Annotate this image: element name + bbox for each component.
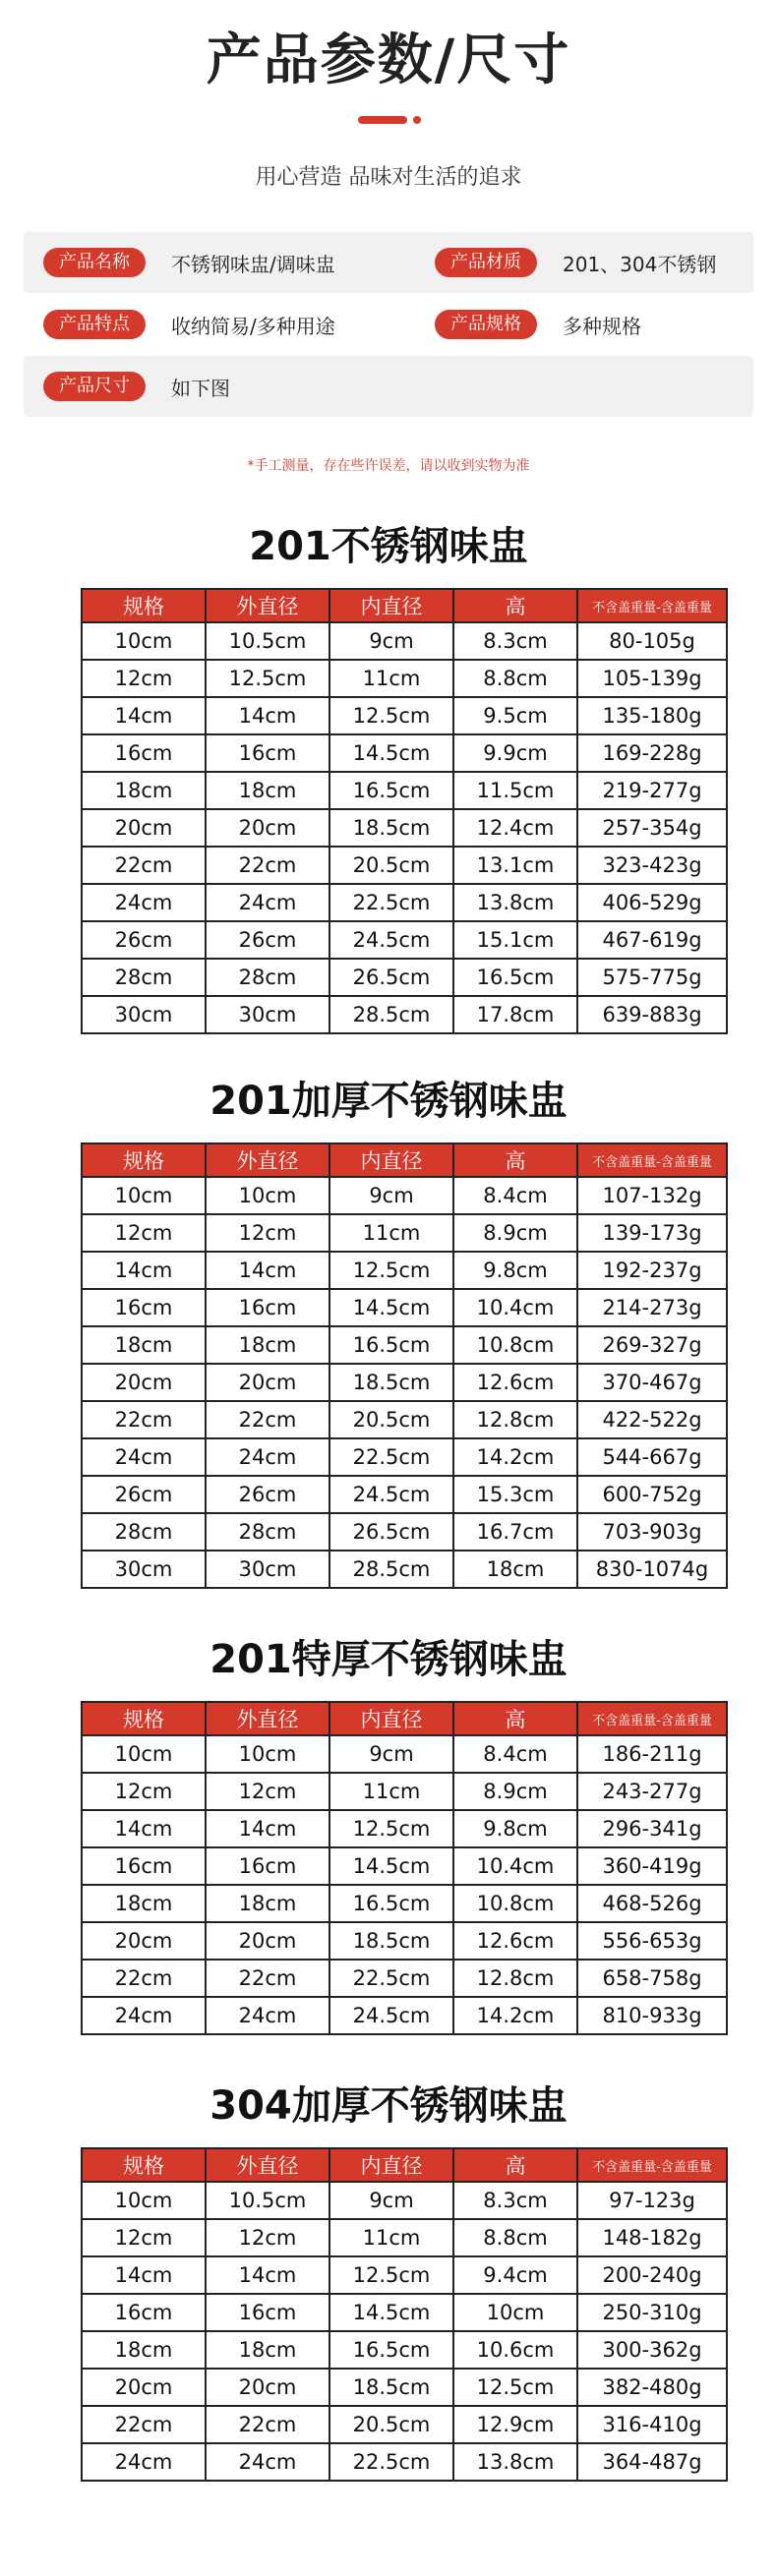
table-cell: 8.3cm (453, 622, 577, 660)
table-cell: 467-619g (577, 921, 727, 959)
table-cell: 8.9cm (453, 1214, 577, 1252)
table-cell: 15.3cm (453, 1476, 577, 1513)
table-cell: 360-419g (577, 1847, 727, 1885)
table-cell: 12.5cm (206, 660, 329, 697)
table-cell: 8.4cm (453, 1177, 577, 1214)
table-cell: 556-653g (577, 1922, 727, 1960)
table-header-cell: 外直径 (206, 2148, 329, 2182)
table-cell: 600-752g (577, 1476, 727, 1513)
table-cell: 12.5cm (453, 2369, 577, 2406)
spec-table-1 (81, 588, 728, 1034)
spec-table-2 (81, 1142, 728, 1589)
table-row (82, 1847, 727, 1885)
table-cell: 9.4cm (453, 2256, 577, 2294)
table-cell: 16cm (82, 1847, 206, 1885)
table-cell: 14cm (82, 1810, 206, 1847)
table-header-cell: 外直径 (206, 1702, 329, 1735)
decoration-bar (358, 116, 407, 124)
table-cell: 22cm (82, 847, 206, 884)
table-cell: 11cm (329, 660, 453, 697)
table-cell: 24cm (206, 1997, 329, 2034)
table-header-cell: 高 (453, 1702, 577, 1735)
table-cell: 639-883g (577, 996, 727, 1033)
table-cell: 810-933g (577, 1997, 727, 2034)
table-header-cell: 不含盖重量-含盖重量 (577, 1143, 727, 1177)
table-cell: 830-1074g (577, 1551, 727, 1588)
table-row (82, 1551, 727, 1588)
table-cell: 26cm (82, 1476, 206, 1513)
table-header-row (82, 1702, 727, 1735)
table-cell: 10.8cm (453, 1326, 577, 1364)
table-cell: 16.7cm (453, 1513, 577, 1551)
table-cell: 20.5cm (329, 2406, 453, 2443)
table-cell: 12.5cm (329, 1810, 453, 1847)
table-cell: 28cm (82, 1513, 206, 1551)
table-row (82, 772, 727, 809)
table-row (82, 622, 727, 660)
table-cell: 107-132g (577, 1177, 727, 1214)
table-cell: 12cm (82, 2219, 206, 2256)
table-cell: 9cm (329, 622, 453, 660)
table-cell: 12cm (206, 2219, 329, 2256)
table-cell: 12cm (82, 1214, 206, 1252)
table-cell: 18.5cm (329, 2369, 453, 2406)
table-cell: 14.5cm (329, 1847, 453, 1885)
table-cell: 30cm (206, 1551, 329, 1588)
page-header (0, 0, 777, 193)
table-cell: 16cm (206, 1289, 329, 1326)
table-cell: 250-310g (577, 2294, 727, 2331)
table-row (82, 996, 727, 1033)
table-cell: 9.8cm (453, 1810, 577, 1847)
section-title-3: 201特厚不锈钢味盅 (209, 1637, 568, 1682)
table-cell: 16cm (82, 734, 206, 772)
table-header-cell: 高 (453, 2148, 577, 2182)
table-cell: 24cm (82, 1438, 206, 1476)
param-feature-value: 收纳简易/多种用途 (171, 314, 335, 338)
table-header-cell: 外直径 (206, 589, 329, 622)
param-spec-value: 多种规格 (563, 314, 641, 338)
table-cell: 12cm (206, 1214, 329, 1252)
table-cell: 18.5cm (329, 1364, 453, 1401)
table-cell: 364-487g (577, 2443, 727, 2481)
table-header-row (82, 1143, 727, 1177)
table-cell: 382-480g (577, 2369, 727, 2406)
table-cell: 14.2cm (453, 1438, 577, 1476)
table-cell: 22.5cm (329, 1960, 453, 1997)
table-cell: 200-240g (577, 2256, 727, 2294)
param-material-value: 201、304不锈钢 (563, 252, 717, 276)
table-cell: 26cm (206, 921, 329, 959)
table-cell: 24cm (82, 2443, 206, 2481)
table-cell: 24.5cm (329, 921, 453, 959)
table-cell: 11.5cm (453, 772, 577, 809)
table-cell: 14.5cm (329, 734, 453, 772)
table-cell: 18cm (82, 1885, 206, 1922)
table-row (82, 921, 727, 959)
table-cell: 26cm (206, 1476, 329, 1513)
param-name-label: 产品名称 (43, 248, 146, 277)
table-header-cell: 外直径 (206, 1143, 329, 1177)
table-header-row (82, 2148, 727, 2182)
param-size-value: 如下图 (171, 376, 230, 400)
spec-table-3 (81, 1701, 728, 2035)
table-cell: 11cm (329, 1773, 453, 1810)
table-cell: 243-277g (577, 1773, 727, 1810)
table-cell: 219-277g (577, 772, 727, 809)
table-cell: 14.5cm (329, 1289, 453, 1326)
table-cell: 18cm (206, 772, 329, 809)
table-cell: 22cm (206, 1401, 329, 1438)
page-subtitle: 用心营造 品味对生活的追求 (255, 165, 522, 190)
table-row (82, 809, 727, 847)
table-cell: 16cm (206, 1847, 329, 1885)
section-title-1: 201不锈钢味盅 (249, 524, 528, 569)
table-row (82, 2219, 727, 2256)
table-cell: 20cm (206, 1922, 329, 1960)
table-cell: 18cm (206, 1326, 329, 1364)
table-cell: 105-139g (577, 660, 727, 697)
table-row (82, 1773, 727, 1810)
table-cell: 12.8cm (453, 1401, 577, 1438)
table-cell: 18cm (82, 1326, 206, 1364)
table-row (82, 2443, 727, 2481)
table-cell: 269-327g (577, 1326, 727, 1364)
table-cell: 422-522g (577, 1401, 727, 1438)
table-cell: 10cm (82, 2182, 206, 2219)
table-cell: 703-903g (577, 1513, 727, 1551)
table-cell: 22cm (82, 1401, 206, 1438)
table-cell: 14.2cm (453, 1997, 577, 2034)
table-cell: 575-775g (577, 959, 727, 996)
table-cell: 20cm (82, 1922, 206, 1960)
table-cell: 30cm (82, 1551, 206, 1588)
table-row (82, 1810, 727, 1847)
table-cell: 16.5cm (453, 959, 577, 996)
table-cell: 10cm (453, 2294, 577, 2331)
table-cell: 316-410g (577, 2406, 727, 2443)
table-cell: 544-667g (577, 1438, 727, 1476)
decoration-dot (413, 116, 421, 124)
table-cell: 10cm (206, 1735, 329, 1773)
table-cell: 18cm (453, 1551, 577, 1588)
table-cell: 14cm (206, 1252, 329, 1289)
table-row (82, 2331, 727, 2369)
table-cell: 20cm (82, 2369, 206, 2406)
table-cell: 8.8cm (453, 660, 577, 697)
table-cell: 192-237g (577, 1252, 727, 1289)
table-header-cell: 规格 (82, 1143, 206, 1177)
table-cell: 13.8cm (453, 2443, 577, 2481)
table-cell: 14cm (206, 1810, 329, 1847)
table-cell: 323-423g (577, 847, 727, 884)
table-row (82, 1513, 727, 1551)
param-row-1 (24, 232, 753, 293)
table-cell: 28cm (82, 959, 206, 996)
table-header-cell: 内直径 (329, 1143, 453, 1177)
table-cell: 22cm (82, 2406, 206, 2443)
table-header-cell: 规格 (82, 2148, 206, 2182)
table-cell: 28cm (206, 959, 329, 996)
table-cell: 16cm (82, 1289, 206, 1326)
table-row (82, 884, 727, 921)
table-cell: 14cm (82, 697, 206, 734)
param-size (43, 356, 230, 417)
table-cell: 8.4cm (453, 1735, 577, 1773)
table-row (82, 1438, 727, 1476)
table-cell: 30cm (82, 996, 206, 1033)
table-header-cell: 高 (453, 589, 577, 622)
table-cell: 11cm (329, 2219, 453, 2256)
table-cell: 9.9cm (453, 734, 577, 772)
section-title-4: 304加厚不锈钢味盅 (209, 2083, 568, 2129)
spec-table-4 (81, 2147, 728, 2482)
table-cell: 18cm (206, 1885, 329, 1922)
table-cell: 10cm (82, 622, 206, 660)
table-cell: 14cm (82, 2256, 206, 2294)
table-cell: 22cm (82, 1960, 206, 1997)
table-cell: 22cm (206, 1960, 329, 1997)
table-header-cell: 内直径 (329, 2148, 453, 2182)
table-cell: 20.5cm (329, 1401, 453, 1438)
table-cell: 10.4cm (453, 1847, 577, 1885)
table-cell: 30cm (206, 996, 329, 1033)
measurement-note: *手工测量，存在些许误差，请以收到实物为准 (247, 458, 530, 474)
table-cell: 12.5cm (329, 697, 453, 734)
param-name-value: 不锈钢味盅/调味盅 (171, 252, 335, 276)
table-cell: 13.1cm (453, 847, 577, 884)
table-header-cell: 不含盖重量-含盖重量 (577, 1702, 727, 1735)
param-feature-label: 产品特点 (43, 310, 146, 339)
table-header-row (82, 589, 727, 622)
table-cell: 28cm (206, 1513, 329, 1551)
table-cell: 10.4cm (453, 1289, 577, 1326)
param-row-3 (24, 356, 753, 417)
table-cell: 18.5cm (329, 1922, 453, 1960)
table-row (82, 959, 727, 996)
table-header-cell: 高 (453, 1143, 577, 1177)
param-spec (435, 293, 641, 356)
table-cell: 10cm (82, 1177, 206, 1214)
table-cell: 20cm (206, 2369, 329, 2406)
table-cell: 10.6cm (453, 2331, 577, 2369)
table-cell: 12cm (82, 660, 206, 697)
table-header-cell: 规格 (82, 1702, 206, 1735)
table-row (82, 660, 727, 697)
table-cell: 13.8cm (453, 884, 577, 921)
table-header-cell: 不含盖重量-含盖重量 (577, 2148, 727, 2182)
table-cell: 16cm (82, 2294, 206, 2331)
table-cell: 296-341g (577, 1810, 727, 1847)
param-name (43, 232, 335, 293)
table-cell: 186-211g (577, 1735, 727, 1773)
table-cell: 16.5cm (329, 1326, 453, 1364)
table-cell: 26cm (82, 921, 206, 959)
table-header-cell: 不含盖重量-含盖重量 (577, 589, 727, 622)
table-header-cell: 内直径 (329, 1702, 453, 1735)
table-cell: 370-467g (577, 1364, 727, 1401)
table-cell: 9.8cm (453, 1252, 577, 1289)
table-cell: 24.5cm (329, 1997, 453, 2034)
table-cell: 24.5cm (329, 1476, 453, 1513)
table-cell: 406-529g (577, 884, 727, 921)
table-cell: 10.8cm (453, 1885, 577, 1922)
table-cell: 139-173g (577, 1214, 727, 1252)
table-cell: 257-354g (577, 809, 727, 847)
table-cell: 24cm (82, 1997, 206, 2034)
table-row (82, 2294, 727, 2331)
table-cell: 80-105g (577, 622, 727, 660)
table-cell: 18cm (206, 2331, 329, 2369)
table-cell: 22.5cm (329, 884, 453, 921)
table-cell: 16cm (206, 2294, 329, 2331)
table-cell: 97-123g (577, 2182, 727, 2219)
param-material (435, 232, 716, 293)
param-feature (43, 293, 335, 356)
table-header-cell: 规格 (82, 589, 206, 622)
table-row (82, 2406, 727, 2443)
table-cell: 28.5cm (329, 1551, 453, 1588)
table-row (82, 1252, 727, 1289)
param-material-label: 产品材质 (435, 248, 537, 277)
table-row (82, 1922, 727, 1960)
table-cell: 300-362g (577, 2331, 727, 2369)
table-cell: 148-182g (577, 2219, 727, 2256)
table-cell: 15.1cm (453, 921, 577, 959)
table-row (82, 697, 727, 734)
table-row (82, 847, 727, 884)
param-row-2 (24, 293, 753, 356)
table-row (82, 1326, 727, 1364)
table-cell: 24cm (206, 1438, 329, 1476)
title-decoration (0, 116, 777, 128)
table-cell: 12.6cm (453, 1922, 577, 1960)
table-cell: 14cm (206, 697, 329, 734)
table-cell: 14.5cm (329, 2294, 453, 2331)
page-title: 产品参数/尺寸 (206, 29, 571, 92)
table-cell: 10.5cm (206, 2182, 329, 2219)
table-row (82, 1289, 727, 1326)
table-cell: 169-228g (577, 734, 727, 772)
table-cell: 18.5cm (329, 809, 453, 847)
table-cell: 18cm (82, 772, 206, 809)
table-cell: 18cm (82, 2331, 206, 2369)
table-cell: 20cm (82, 809, 206, 847)
table-row (82, 1364, 727, 1401)
table-cell: 9.5cm (453, 697, 577, 734)
table-cell: 16.5cm (329, 772, 453, 809)
table-cell: 135-180g (577, 697, 727, 734)
table-cell: 24cm (82, 884, 206, 921)
table-cell: 658-758g (577, 1960, 727, 1997)
table-cell: 12cm (82, 1773, 206, 1810)
table-row (82, 1401, 727, 1438)
section-title-2: 201加厚不锈钢味盅 (209, 1079, 568, 1124)
param-spec-label: 产品规格 (435, 310, 537, 339)
table-cell: 24cm (206, 2443, 329, 2481)
table-cell: 16cm (206, 734, 329, 772)
table-row (82, 1177, 727, 1214)
table-row (82, 734, 727, 772)
table-cell: 24cm (206, 884, 329, 921)
table-row (82, 1476, 727, 1513)
table-row (82, 2256, 727, 2294)
table-cell: 10.5cm (206, 622, 329, 660)
table-cell: 14cm (82, 1252, 206, 1289)
table-header-cell: 内直径 (329, 589, 453, 622)
table-cell: 10cm (82, 1735, 206, 1773)
table-cell: 9cm (329, 1177, 453, 1214)
table-row (82, 2369, 727, 2406)
table-cell: 12.8cm (453, 1960, 577, 1997)
table-row (82, 1735, 727, 1773)
table-cell: 26.5cm (329, 1513, 453, 1551)
table-row (82, 1885, 727, 1922)
table-cell: 14cm (206, 2256, 329, 2294)
table-cell: 22.5cm (329, 2443, 453, 2481)
table-row (82, 2182, 727, 2219)
table-cell: 9cm (329, 1735, 453, 1773)
table-row (82, 1997, 727, 2034)
table-cell: 28.5cm (329, 996, 453, 1033)
table-cell: 8.3cm (453, 2182, 577, 2219)
table-cell: 10cm (206, 1177, 329, 1214)
table-cell: 8.8cm (453, 2219, 577, 2256)
table-cell: 12.4cm (453, 809, 577, 847)
table-cell: 9cm (329, 2182, 453, 2219)
table-cell: 12.6cm (453, 1364, 577, 1401)
table-cell: 12.9cm (453, 2406, 577, 2443)
table-cell: 12cm (206, 1773, 329, 1810)
table-cell: 22cm (206, 2406, 329, 2443)
table-cell: 20cm (206, 1364, 329, 1401)
table-cell: 20.5cm (329, 847, 453, 884)
table-cell: 468-526g (577, 1885, 727, 1922)
table-row (82, 1960, 727, 1997)
table-cell: 11cm (329, 1214, 453, 1252)
table-cell: 17.8cm (453, 996, 577, 1033)
table-cell: 26.5cm (329, 959, 453, 996)
table-cell: 22cm (206, 847, 329, 884)
table-cell: 20cm (82, 1364, 206, 1401)
table-cell: 20cm (206, 809, 329, 847)
table-cell: 12.5cm (329, 1252, 453, 1289)
table-cell: 8.9cm (453, 1773, 577, 1810)
table-row (82, 1214, 727, 1252)
table-cell: 16.5cm (329, 1885, 453, 1922)
param-size-label: 产品尺寸 (43, 372, 146, 401)
table-cell: 214-273g (577, 1289, 727, 1326)
table-cell: 16.5cm (329, 2331, 453, 2369)
table-cell: 12.5cm (329, 2256, 453, 2294)
table-cell: 22.5cm (329, 1438, 453, 1476)
